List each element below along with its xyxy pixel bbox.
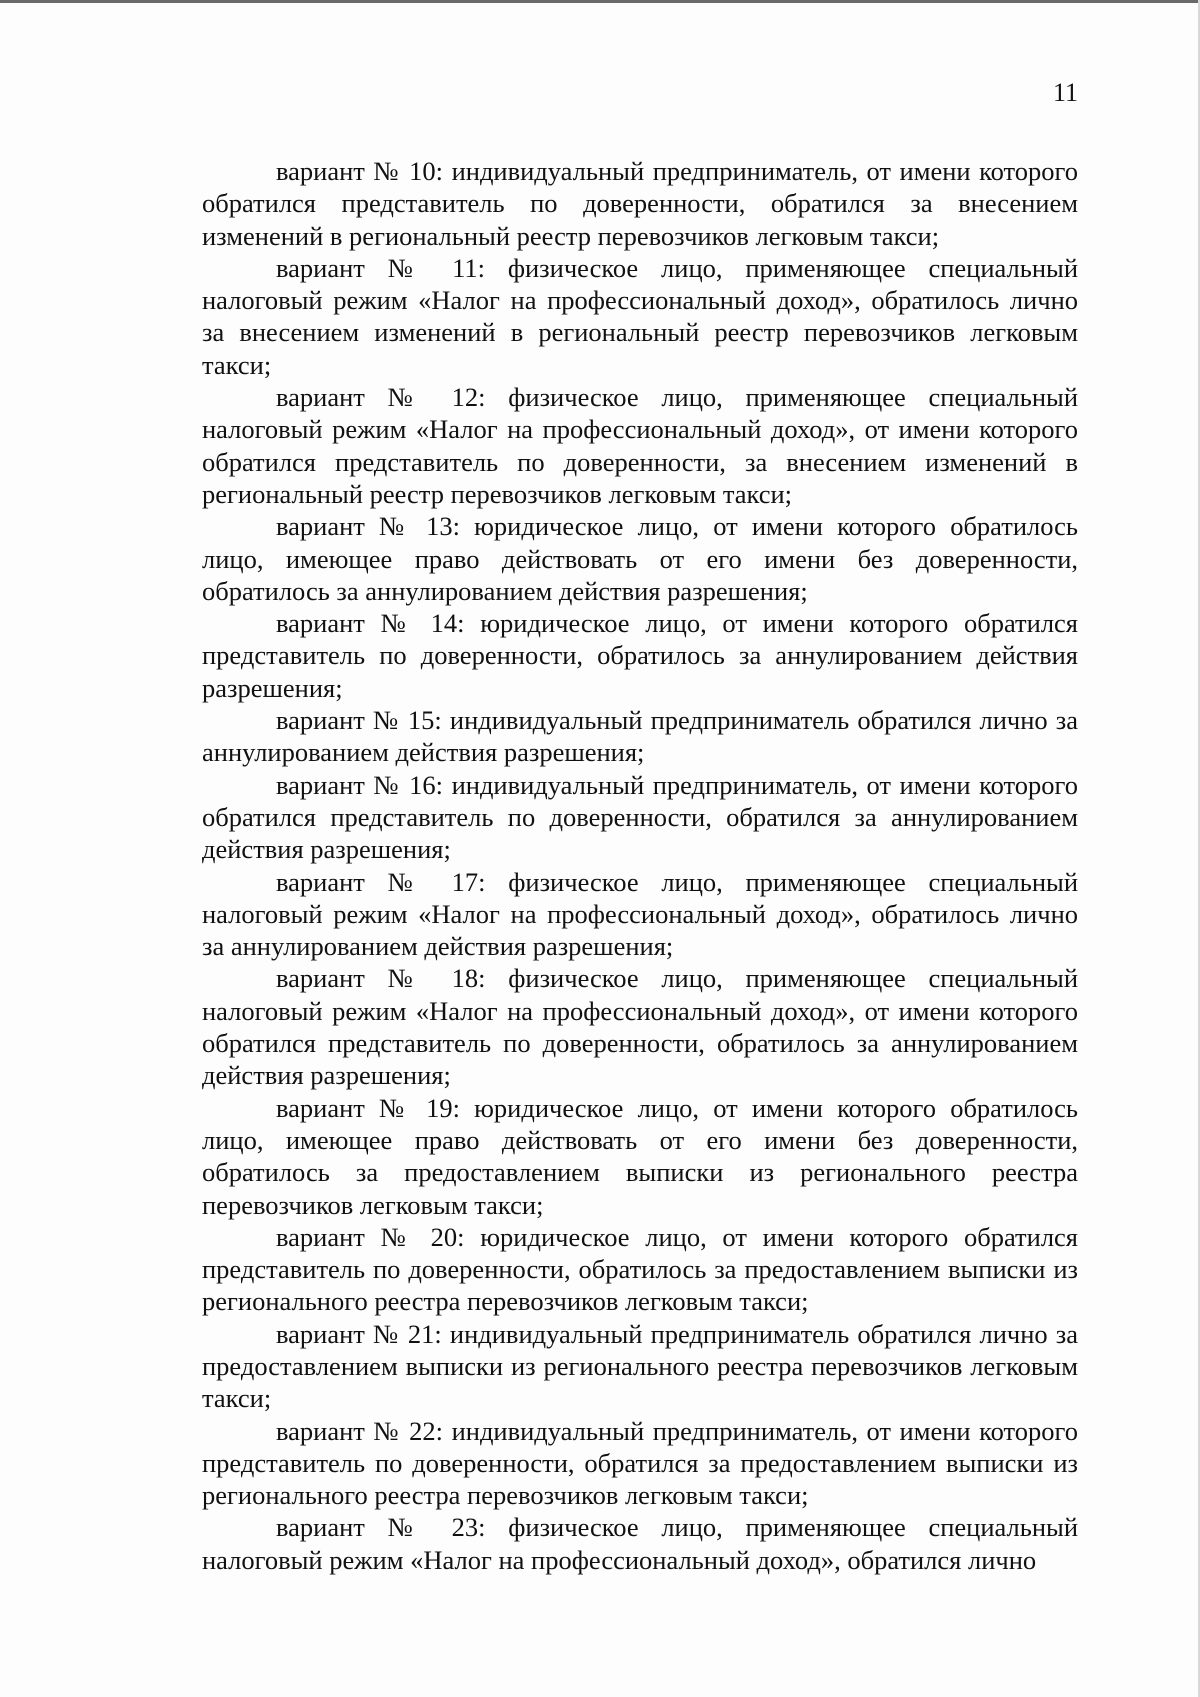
paragraph-variant-13: вариант № 13: юридическое лицо, от имени которого обратилось лицо, имеющее право действовать от его имени без доверенности, обратилось за аннулированием действия разрешения; xyxy=(202,511,1078,606)
paragraph-variant-22: вариант № 22: индивидуальный предприниматель, от имени которого представитель по доверенности, обратился за предоставлением выписки из регионального реестра перевозчиков легковым такси; xyxy=(202,1415,1078,1511)
paragraph-variant-20: вариант № 20: юридическое лицо, от имени которого обратился представитель по доверенности, обратилось за предоставлением выписки из регионального реестра перевозчиков легковым такси; xyxy=(202,1221,1078,1317)
paragraph-variant-11: вариант № 11: физическое лицо, применяющее специальный налоговый режим «Налог на профессиональный доход», обратилось лично за внесением изменений в региональный реестр перевозчиков легковым такси; xyxy=(202,252,1078,380)
paragraph-variant-10: вариант № 10: индивидуальный предприниматель, от имени которого обратился представитель по доверенности, обратился за внесением изменений в региональный реестр перевозчиков легковым такси; xyxy=(202,156,1078,251)
page-number: 11 xyxy=(1052,78,1078,107)
paragraph-variant-12: вариант № 12: физическое лицо, применяющее специальный налоговый режим «Налог на профессиональный доход», от имени которого обратился представитель по доверенности, за внесением изменений в региональный реестр перевозчиков легковым такси; xyxy=(202,382,1078,509)
paragraph-variant-17: вариант № 17: физическое лицо, применяющее специальный налоговый режим «Налог на профессиональный доход», обратилось лично за аннулированием действия разрешения; xyxy=(202,866,1078,962)
paragraph-variant-15: вариант № 15: индивидуальный предприниматель обратился лично за аннулированием действия разрешения; xyxy=(202,705,1078,768)
paragraph-variant-14: вариант № 14: юридическое лицо, от имени которого обратился представитель по доверенности, обратилось за аннулированием действия разрешения; xyxy=(202,608,1078,703)
paragraph-variant-23: вариант № 23: физическое лицо, применяющее специальный налоговый режим «Налог на профессиональный доход», обратился лично xyxy=(202,1512,1078,1575)
paragraph-variant-18: вариант № 18: физическое лицо, применяющее специальный налоговый режим «Налог на профессиональный доход», от имени которого обратился представитель по доверенности, обратилось за аннулированием действия разрешения; xyxy=(202,963,1078,1091)
paragraph-variant-16: вариант № 16: индивидуальный предприниматель, от имени которого обратился представитель по доверенности, обратился за аннулированием действия разрешения; xyxy=(202,769,1078,865)
paragraph-variant-19: вариант № 19: юридическое лицо, от имени которого обратилось лицо, имеющее право действовать от его имени без доверенности, обратилось за предоставлением выписки из регионального реестра перевозчиков легковым такси; xyxy=(202,1092,1078,1220)
paragraph-variant-21: вариант № 21: индивидуальный предприниматель обратился лично за предоставлением выписки из регионального реестра перевозчиков легковым такси; xyxy=(202,1318,1078,1414)
document-body xyxy=(202,155,1078,1576)
page-top-edge xyxy=(0,0,1200,3)
